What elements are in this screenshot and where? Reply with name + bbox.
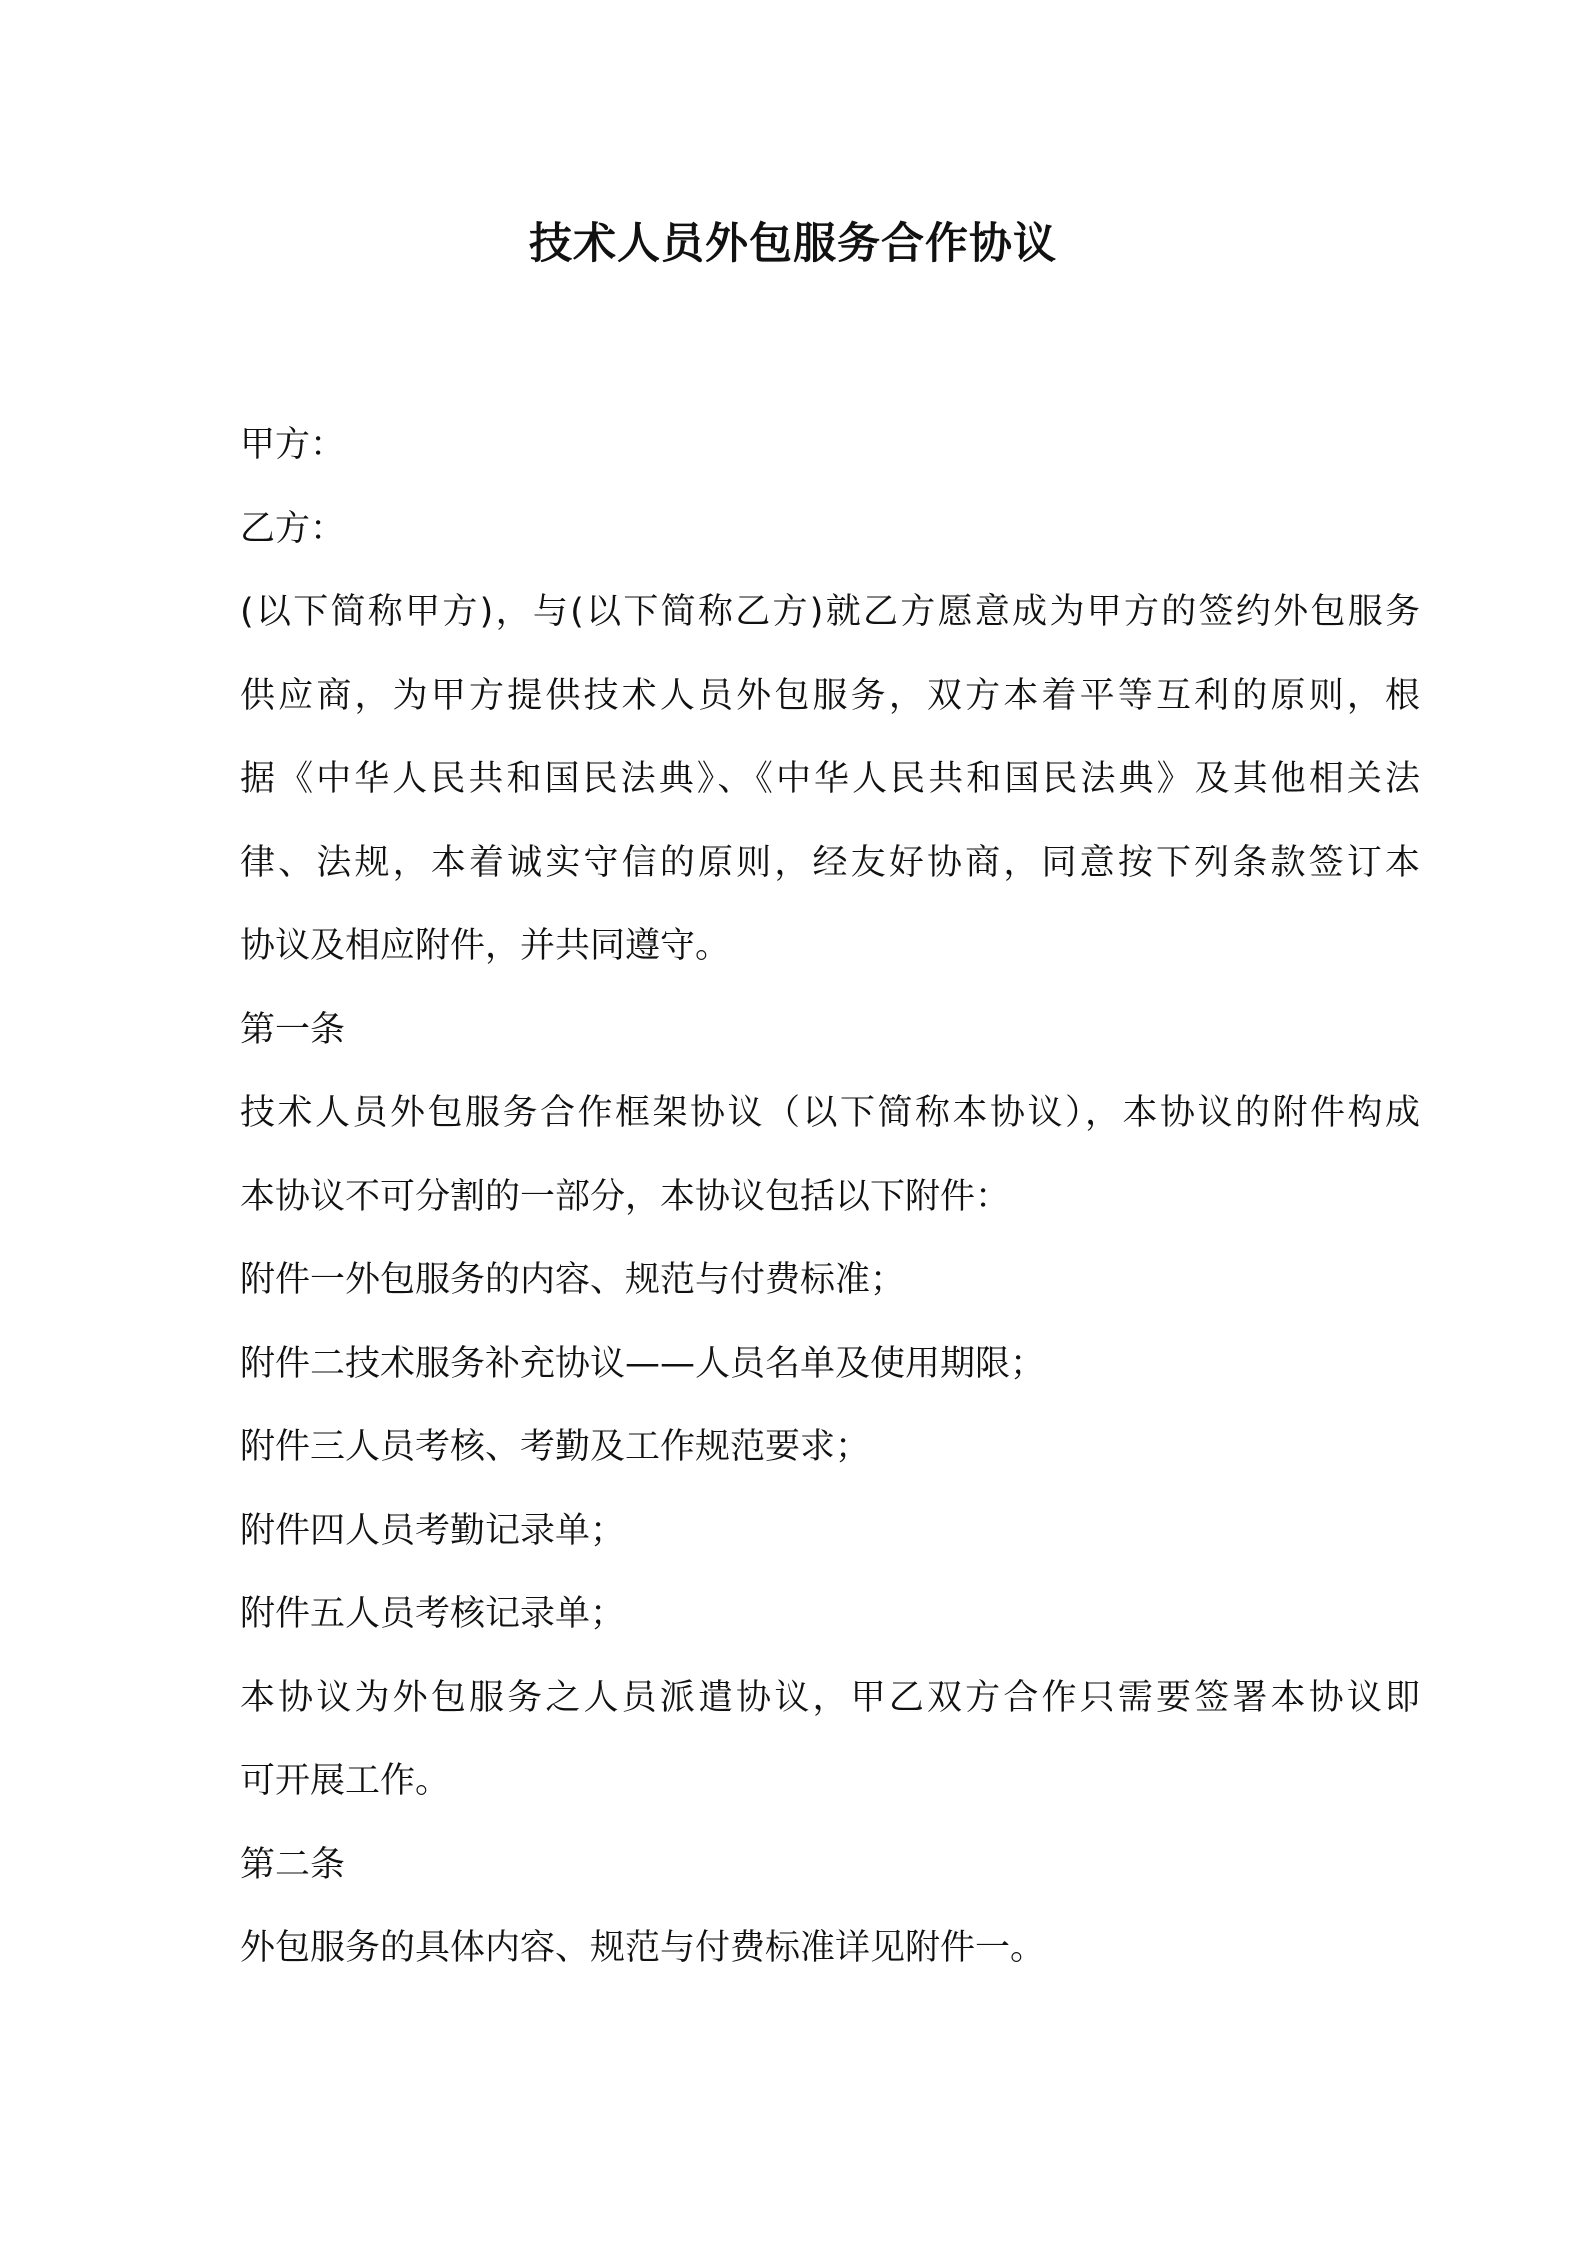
attachment-item: 附件一外包服务的内容、规范与付费标准； bbox=[240, 1260, 906, 1300]
party-b-line: 乙方： bbox=[240, 508, 346, 549]
attachment-item: 附件五人员考核记录单； bbox=[240, 1594, 626, 1634]
preamble-line: 据《中华人民共和国民法典》、《中华人民共和国民法典》及其他相关法 bbox=[240, 759, 1420, 799]
article-heading: 第一条 bbox=[240, 1009, 346, 1050]
article-text-line: 本协议不可分割的一部分，本协议包括以下附件： bbox=[240, 1176, 1011, 1217]
party-a-line: 甲方： bbox=[240, 425, 346, 465]
article-text-line: 外包服务的具体内容、规范与付费标准详见附件一。 bbox=[240, 1928, 1046, 1968]
article-text-line: 技术人员外包服务合作框架协议（以下简称本协议），本协议的附件构成 bbox=[240, 1093, 1420, 1133]
preamble-line: (以下简称甲方)，与(以下简称乙方)就乙方愿意成为甲方的签约外包服务 bbox=[240, 592, 1420, 632]
article-text-line: 本协议为外包服务之人员派遣协议，甲乙双方合作只需要签署本协议即 bbox=[240, 1677, 1420, 1718]
attachment-item: 附件二技术服务补充协议——人员名单及使用期限； bbox=[240, 1343, 1046, 1384]
preamble-line: 协议及相应附件，并共同遵守。 bbox=[240, 926, 731, 966]
attachment-item: 附件四人员考勤记录单； bbox=[240, 1510, 626, 1551]
preamble-line: 供应商，为甲方提供技术人员外包服务，双方本着平等互利的原则，根 bbox=[240, 675, 1420, 716]
article-text-line: 可开展工作。 bbox=[240, 1761, 451, 1801]
document-title: 技术人员外包服务合作协议 bbox=[529, 219, 1057, 269]
attachment-item: 附件三人员考核、考勤及工作规范要求； bbox=[240, 1427, 871, 1467]
preamble-line: 律、法规，本着诚实守信的原则，经友好协商，同意按下列条款签订本 bbox=[240, 842, 1420, 883]
article-heading: 第二条 bbox=[240, 1844, 346, 1885]
document-body bbox=[240, 404, 1420, 1991]
